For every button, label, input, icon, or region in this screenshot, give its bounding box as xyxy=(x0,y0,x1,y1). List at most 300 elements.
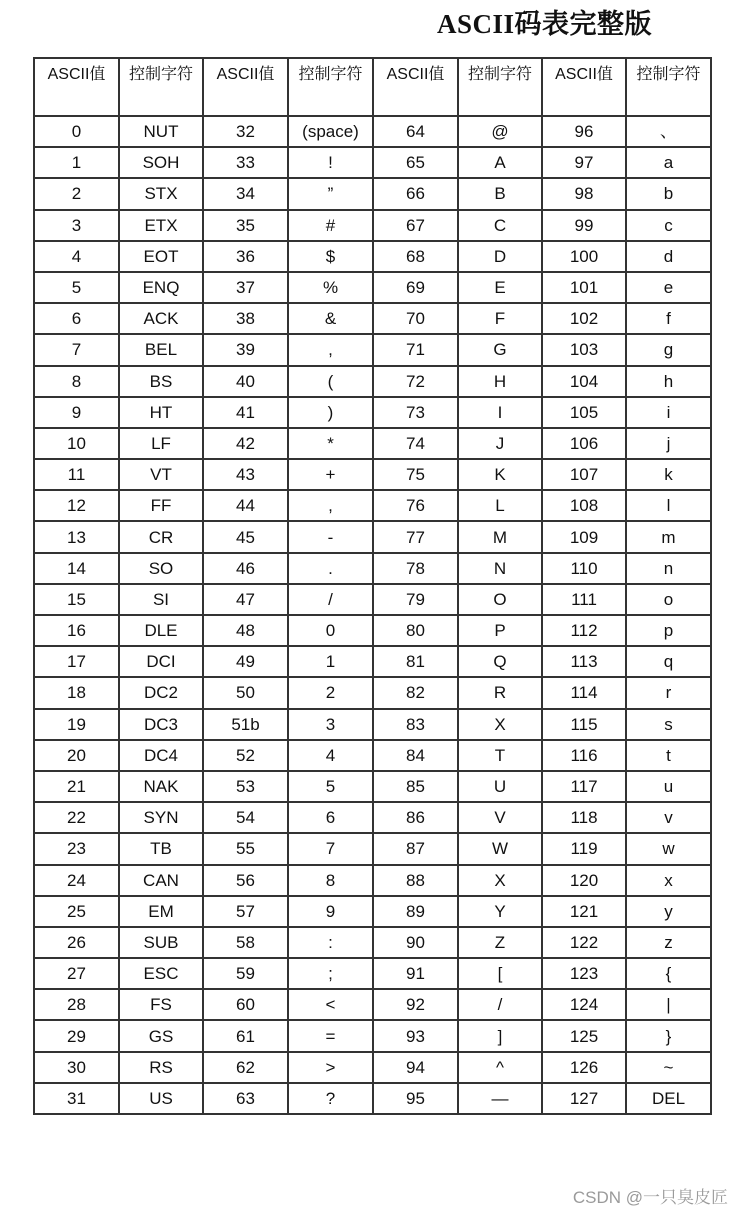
char-cell: DC4 xyxy=(119,740,203,771)
ascii-value-cell: 99 xyxy=(542,210,626,241)
char-cell: y xyxy=(626,896,711,927)
char-cell: h xyxy=(626,366,711,397)
watermark: CSDN @一只臭皮匠 xyxy=(572,1188,728,1207)
ascii-value-cell: 69 xyxy=(373,272,458,303)
char-cell: NAK xyxy=(119,771,203,802)
table-row xyxy=(34,958,711,989)
table-row xyxy=(34,1020,711,1051)
column-header-ascii-value: ASCII值 xyxy=(373,58,458,116)
ascii-value-cell: 92 xyxy=(373,989,458,1020)
char-cell: — xyxy=(458,1083,542,1114)
char-cell: + xyxy=(288,459,373,490)
ascii-value-cell: 117 xyxy=(542,771,626,802)
char-cell: EOT xyxy=(119,241,203,272)
char-cell: 3 xyxy=(288,709,373,740)
char-cell: SUB xyxy=(119,927,203,958)
char-cell: Z xyxy=(458,927,542,958)
char-cell: ESC xyxy=(119,958,203,989)
char-cell: } xyxy=(626,1020,711,1051)
char-cell: | xyxy=(626,989,711,1020)
char-cell: X xyxy=(458,709,542,740)
table-row xyxy=(34,677,711,708)
char-cell: ? xyxy=(288,1083,373,1114)
ascii-value-cell: 47 xyxy=(203,584,288,615)
table-row xyxy=(34,521,711,552)
char-cell: < xyxy=(288,989,373,1020)
ascii-value-cell: 118 xyxy=(542,802,626,833)
ascii-value-cell: 93 xyxy=(373,1020,458,1051)
ascii-value-cell: 89 xyxy=(373,896,458,927)
char-cell: CAN xyxy=(119,865,203,896)
ascii-value-cell: 4 xyxy=(34,241,119,272)
ascii-value-cell: 43 xyxy=(203,459,288,490)
column-header-ascii-value: ASCII值 xyxy=(34,58,119,116)
table-row xyxy=(34,1052,711,1083)
ascii-value-cell: 56 xyxy=(203,865,288,896)
ascii-value-cell: 51b xyxy=(203,709,288,740)
char-cell: U xyxy=(458,771,542,802)
ascii-value-cell: 121 xyxy=(542,896,626,927)
char-cell: * xyxy=(288,428,373,459)
ascii-value-cell: 107 xyxy=(542,459,626,490)
column-header-control-char: 控制字符 xyxy=(626,58,711,116)
ascii-value-cell: 72 xyxy=(373,366,458,397)
ascii-value-cell: 1 xyxy=(34,147,119,178)
ascii-value-cell: 71 xyxy=(373,334,458,365)
char-cell: D xyxy=(458,241,542,272)
char-cell: FS xyxy=(119,989,203,1020)
ascii-value-cell: 35 xyxy=(203,210,288,241)
ascii-value-cell: 113 xyxy=(542,646,626,677)
ascii-value-cell: 102 xyxy=(542,303,626,334)
ascii-value-cell: 36 xyxy=(203,241,288,272)
char-cell: g xyxy=(626,334,711,365)
ascii-value-cell: 70 xyxy=(373,303,458,334)
ascii-value-cell: 5 xyxy=(34,272,119,303)
char-cell: W xyxy=(458,833,542,864)
ascii-value-cell: 88 xyxy=(373,865,458,896)
ascii-value-cell: 84 xyxy=(373,740,458,771)
char-cell: FF xyxy=(119,490,203,521)
table-row xyxy=(34,303,711,334)
ascii-value-cell: 75 xyxy=(373,459,458,490)
ascii-value-cell: 48 xyxy=(203,615,288,646)
table-row xyxy=(34,553,711,584)
ascii-value-cell: 54 xyxy=(203,802,288,833)
char-cell: 8 xyxy=(288,865,373,896)
char-cell: US xyxy=(119,1083,203,1114)
ascii-value-cell: 112 xyxy=(542,615,626,646)
char-cell: p xyxy=(626,615,711,646)
ascii-value-cell: 105 xyxy=(542,397,626,428)
ascii-value-cell: 115 xyxy=(542,709,626,740)
ascii-value-cell: 57 xyxy=(203,896,288,927)
ascii-value-cell: 33 xyxy=(203,147,288,178)
ascii-value-cell: 111 xyxy=(542,584,626,615)
char-cell: BS xyxy=(119,366,203,397)
ascii-value-cell: 95 xyxy=(373,1083,458,1114)
char-cell: i xyxy=(626,397,711,428)
ascii-value-cell: 65 xyxy=(373,147,458,178)
char-cell: ” xyxy=(288,178,373,209)
ascii-value-cell: 40 xyxy=(203,366,288,397)
ascii-value-cell: 17 xyxy=(34,646,119,677)
char-cell: DCI xyxy=(119,646,203,677)
ascii-value-cell: 101 xyxy=(542,272,626,303)
ascii-value-cell: 58 xyxy=(203,927,288,958)
char-cell: X xyxy=(458,865,542,896)
ascii-value-cell: 67 xyxy=(373,210,458,241)
ascii-value-cell: 30 xyxy=(34,1052,119,1083)
char-cell: ~ xyxy=(626,1052,711,1083)
char-cell: T xyxy=(458,740,542,771)
ascii-value-cell: 90 xyxy=(373,927,458,958)
ascii-value-cell: 6 xyxy=(34,303,119,334)
char-cell: 5 xyxy=(288,771,373,802)
char-cell: r xyxy=(626,677,711,708)
ascii-value-cell: 126 xyxy=(542,1052,626,1083)
char-cell: x xyxy=(626,865,711,896)
table-row xyxy=(34,366,711,397)
ascii-value-cell: 123 xyxy=(542,958,626,989)
ascii-value-cell: 108 xyxy=(542,490,626,521)
char-cell: DEL xyxy=(626,1083,711,1114)
char-cell: Y xyxy=(458,896,542,927)
char-cell: a xyxy=(626,147,711,178)
ascii-value-cell: 124 xyxy=(542,989,626,1020)
char-cell: e xyxy=(626,272,711,303)
ascii-value-cell: 32 xyxy=(203,116,288,147)
table-row xyxy=(34,116,711,147)
char-cell: s xyxy=(626,709,711,740)
char-cell: SI xyxy=(119,584,203,615)
char-cell: 1 xyxy=(288,646,373,677)
ascii-value-cell: 76 xyxy=(373,490,458,521)
ascii-table xyxy=(33,57,712,1115)
ascii-value-cell: 10 xyxy=(34,428,119,459)
char-cell: TB xyxy=(119,833,203,864)
ascii-value-cell: 122 xyxy=(542,927,626,958)
table-row xyxy=(34,241,711,272)
ascii-value-cell: 79 xyxy=(373,584,458,615)
ascii-value-cell: 82 xyxy=(373,677,458,708)
table-row xyxy=(34,896,711,927)
char-cell: SO xyxy=(119,553,203,584)
ascii-value-cell: 22 xyxy=(34,802,119,833)
char-cell: A xyxy=(458,147,542,178)
ascii-value-cell: 39 xyxy=(203,334,288,365)
char-cell: ! xyxy=(288,147,373,178)
table-row xyxy=(34,334,711,365)
ascii-value-cell: 96 xyxy=(542,116,626,147)
char-cell: / xyxy=(288,584,373,615)
ascii-value-cell: 78 xyxy=(373,553,458,584)
column-header-control-char: 控制字符 xyxy=(288,58,373,116)
ascii-value-cell: 21 xyxy=(34,771,119,802)
ascii-value-cell: 2 xyxy=(34,178,119,209)
char-cell: SOH xyxy=(119,147,203,178)
char-cell: d xyxy=(626,241,711,272)
char-cell: , xyxy=(288,490,373,521)
ascii-value-cell: 98 xyxy=(542,178,626,209)
char-cell: z xyxy=(626,927,711,958)
char-cell: o xyxy=(626,584,711,615)
ascii-value-cell: 37 xyxy=(203,272,288,303)
ascii-value-cell: 86 xyxy=(373,802,458,833)
ascii-value-cell: 59 xyxy=(203,958,288,989)
ascii-value-cell: 16 xyxy=(34,615,119,646)
char-cell: 9 xyxy=(288,896,373,927)
char-cell: w xyxy=(626,833,711,864)
ascii-value-cell: 7 xyxy=(34,334,119,365)
ascii-value-cell: 55 xyxy=(203,833,288,864)
ascii-value-cell: 3 xyxy=(34,210,119,241)
ascii-value-cell: 73 xyxy=(373,397,458,428)
table-row xyxy=(34,147,711,178)
table-row xyxy=(34,615,711,646)
ascii-value-cell: 77 xyxy=(373,521,458,552)
ascii-value-cell: 81 xyxy=(373,646,458,677)
ascii-value-cell: 62 xyxy=(203,1052,288,1083)
table-row xyxy=(34,1083,711,1114)
char-cell: 2 xyxy=(288,677,373,708)
ascii-value-cell: 26 xyxy=(34,927,119,958)
ascii-value-cell: 61 xyxy=(203,1020,288,1051)
char-cell: 0 xyxy=(288,615,373,646)
ascii-value-cell: 114 xyxy=(542,677,626,708)
char-cell: C xyxy=(458,210,542,241)
table-row xyxy=(34,272,711,303)
char-cell: EM xyxy=(119,896,203,927)
ascii-value-cell: 38 xyxy=(203,303,288,334)
char-cell: b xyxy=(626,178,711,209)
char-cell: - xyxy=(288,521,373,552)
char-cell: c xyxy=(626,210,711,241)
table-row xyxy=(34,584,711,615)
ascii-value-cell: 41 xyxy=(203,397,288,428)
ascii-value-cell: 27 xyxy=(34,958,119,989)
ascii-value-cell: 120 xyxy=(542,865,626,896)
ascii-value-cell: 29 xyxy=(34,1020,119,1051)
table-row xyxy=(34,771,711,802)
char-cell: ( xyxy=(288,366,373,397)
ascii-value-cell: 12 xyxy=(34,490,119,521)
ascii-value-cell: 63 xyxy=(203,1083,288,1114)
char-cell: % xyxy=(288,272,373,303)
ascii-value-cell: 34 xyxy=(203,178,288,209)
char-cell: DC3 xyxy=(119,709,203,740)
table-row xyxy=(34,210,711,241)
ascii-value-cell: 109 xyxy=(542,521,626,552)
char-cell: f xyxy=(626,303,711,334)
char-cell: (space) xyxy=(288,116,373,147)
char-cell: / xyxy=(458,989,542,1020)
ascii-value-cell: 28 xyxy=(34,989,119,1020)
ascii-value-cell: 15 xyxy=(34,584,119,615)
ascii-value-cell: 60 xyxy=(203,989,288,1020)
ascii-value-cell: 91 xyxy=(373,958,458,989)
char-cell: DC2 xyxy=(119,677,203,708)
column-header-control-char: 控制字符 xyxy=(458,58,542,116)
char-cell: M xyxy=(458,521,542,552)
ascii-value-cell: 14 xyxy=(34,553,119,584)
char-cell: J xyxy=(458,428,542,459)
column-header-ascii-value: ASCII值 xyxy=(542,58,626,116)
char-cell: H xyxy=(458,366,542,397)
char-cell: NUT xyxy=(119,116,203,147)
char-cell: = xyxy=(288,1020,373,1051)
char-cell: ] xyxy=(458,1020,542,1051)
table-row xyxy=(34,802,711,833)
column-header-control-char: 控制字符 xyxy=(119,58,203,116)
ascii-value-cell: 24 xyxy=(34,865,119,896)
ascii-value-cell: 104 xyxy=(542,366,626,397)
char-cell: O xyxy=(458,584,542,615)
ascii-value-cell: 66 xyxy=(373,178,458,209)
char-cell: ACK xyxy=(119,303,203,334)
char-cell: VT xyxy=(119,459,203,490)
char-cell: CR xyxy=(119,521,203,552)
char-cell: K xyxy=(458,459,542,490)
table-row xyxy=(34,833,711,864)
char-cell: GS xyxy=(119,1020,203,1051)
char-cell: F xyxy=(458,303,542,334)
char-cell: u xyxy=(626,771,711,802)
ascii-value-cell: 50 xyxy=(203,677,288,708)
ascii-value-cell: 25 xyxy=(34,896,119,927)
char-cell: @ xyxy=(458,116,542,147)
char-cell: V xyxy=(458,802,542,833)
char-cell: RS xyxy=(119,1052,203,1083)
char-cell: L xyxy=(458,490,542,521)
char-cell: ; xyxy=(288,958,373,989)
char-cell: STX xyxy=(119,178,203,209)
char-cell: j xyxy=(626,428,711,459)
ascii-value-cell: 68 xyxy=(373,241,458,272)
ascii-value-cell: 64 xyxy=(373,116,458,147)
ascii-value-cell: 85 xyxy=(373,771,458,802)
ascii-value-cell: 83 xyxy=(373,709,458,740)
table-row xyxy=(34,178,711,209)
char-cell: ^ xyxy=(458,1052,542,1083)
table-row xyxy=(34,490,711,521)
ascii-value-cell: 74 xyxy=(373,428,458,459)
ascii-value-cell: 45 xyxy=(203,521,288,552)
ascii-value-cell: 9 xyxy=(34,397,119,428)
ascii-value-cell: 31 xyxy=(34,1083,119,1114)
table-row xyxy=(34,740,711,771)
char-cell: m xyxy=(626,521,711,552)
ascii-value-cell: 119 xyxy=(542,833,626,864)
char-cell: & xyxy=(288,303,373,334)
ascii-value-cell: 42 xyxy=(203,428,288,459)
table-row xyxy=(34,646,711,677)
char-cell: : xyxy=(288,927,373,958)
ascii-value-cell: 8 xyxy=(34,366,119,397)
char-cell: ) xyxy=(288,397,373,428)
ascii-value-cell: 46 xyxy=(203,553,288,584)
char-cell: > xyxy=(288,1052,373,1083)
ascii-value-cell: 87 xyxy=(373,833,458,864)
ascii-value-cell: 19 xyxy=(34,709,119,740)
ascii-value-cell: 80 xyxy=(373,615,458,646)
char-cell: B xyxy=(458,178,542,209)
char-cell: 7 xyxy=(288,833,373,864)
ascii-value-cell: 44 xyxy=(203,490,288,521)
ascii-value-cell: 125 xyxy=(542,1020,626,1051)
ascii-value-cell: 11 xyxy=(34,459,119,490)
ascii-value-cell: 23 xyxy=(34,833,119,864)
char-cell: $ xyxy=(288,241,373,272)
ascii-value-cell: 106 xyxy=(542,428,626,459)
char-cell: # xyxy=(288,210,373,241)
char-cell: { xyxy=(626,958,711,989)
char-cell: Q xyxy=(458,646,542,677)
char-cell: G xyxy=(458,334,542,365)
char-cell: n xyxy=(626,553,711,584)
char-cell: , xyxy=(288,334,373,365)
table-row xyxy=(34,397,711,428)
char-cell: q xyxy=(626,646,711,677)
ascii-value-cell: 49 xyxy=(203,646,288,677)
char-cell: LF xyxy=(119,428,203,459)
char-cell: ENQ xyxy=(119,272,203,303)
ascii-value-cell: 53 xyxy=(203,771,288,802)
char-cell: BEL xyxy=(119,334,203,365)
char-cell: DLE xyxy=(119,615,203,646)
ascii-value-cell: 116 xyxy=(542,740,626,771)
char-cell: k xyxy=(626,459,711,490)
column-header-ascii-value: ASCII值 xyxy=(203,58,288,116)
char-cell: . xyxy=(288,553,373,584)
ascii-value-cell: 103 xyxy=(542,334,626,365)
char-cell: ETX xyxy=(119,210,203,241)
char-cell: R xyxy=(458,677,542,708)
ascii-value-cell: 18 xyxy=(34,677,119,708)
page-title: ASCII码表完整版 xyxy=(437,9,653,39)
char-cell: 、 xyxy=(626,116,711,147)
ascii-value-cell: 13 xyxy=(34,521,119,552)
ascii-value-cell: 94 xyxy=(373,1052,458,1083)
char-cell: E xyxy=(458,272,542,303)
table-row xyxy=(34,927,711,958)
char-cell: [ xyxy=(458,958,542,989)
ascii-value-cell: 20 xyxy=(34,740,119,771)
ascii-value-cell: 0 xyxy=(34,116,119,147)
char-cell: HT xyxy=(119,397,203,428)
table-row xyxy=(34,709,711,740)
char-cell: l xyxy=(626,490,711,521)
ascii-value-cell: 127 xyxy=(542,1083,626,1114)
char-cell: SYN xyxy=(119,802,203,833)
char-cell: t xyxy=(626,740,711,771)
char-cell: N xyxy=(458,553,542,584)
char-cell: v xyxy=(626,802,711,833)
char-cell: 4 xyxy=(288,740,373,771)
table-header-row xyxy=(34,58,711,116)
char-cell: P xyxy=(458,615,542,646)
ascii-value-cell: 97 xyxy=(542,147,626,178)
table-row xyxy=(34,459,711,490)
table-row xyxy=(34,989,711,1020)
char-cell: I xyxy=(458,397,542,428)
ascii-value-cell: 110 xyxy=(542,553,626,584)
char-cell: 6 xyxy=(288,802,373,833)
ascii-value-cell: 100 xyxy=(542,241,626,272)
ascii-value-cell: 52 xyxy=(203,740,288,771)
table-row xyxy=(34,428,711,459)
table-row xyxy=(34,865,711,896)
